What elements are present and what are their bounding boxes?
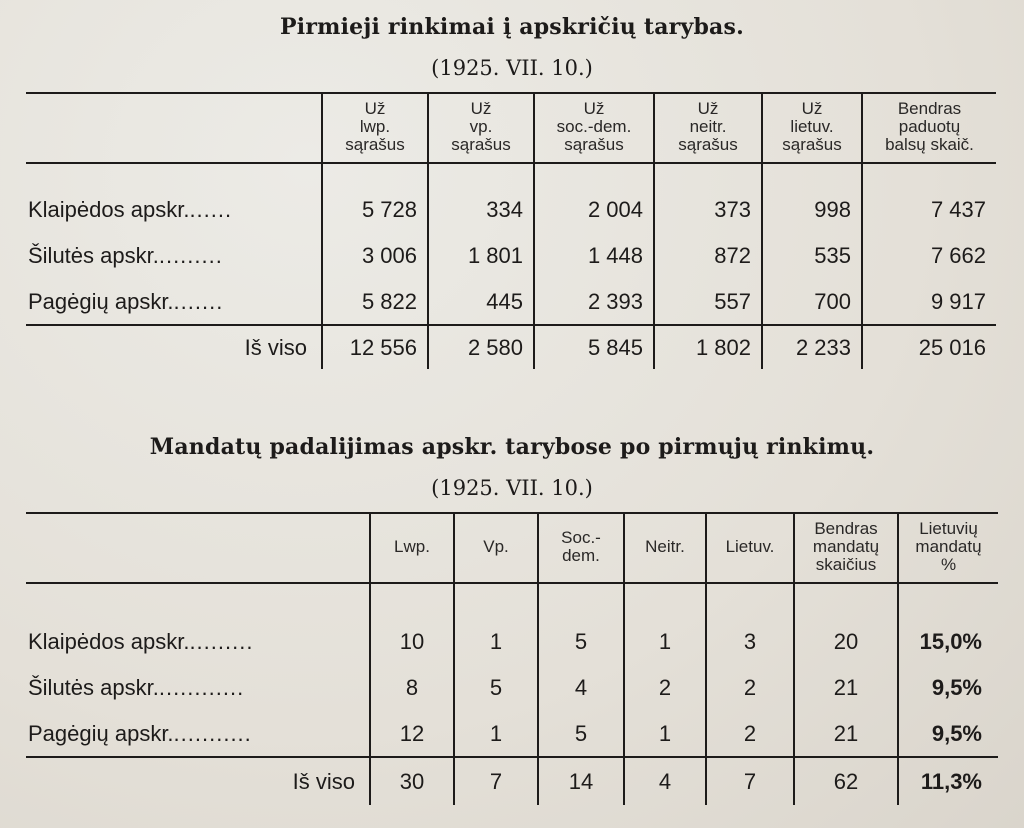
cell: 2 580: [428, 325, 534, 369]
cell: 5: [454, 665, 538, 711]
cell: 7: [454, 757, 538, 805]
table-row: [26, 665, 998, 711]
cell: 9 917: [862, 279, 996, 325]
cell: 14: [538, 757, 624, 805]
cell: 5: [538, 711, 624, 757]
cell: 1 802: [654, 325, 762, 369]
table2-total-row: [26, 757, 998, 805]
table-row: [26, 279, 996, 325]
cell: 7 437: [862, 187, 996, 233]
cell: 4: [624, 757, 706, 805]
row-label: Pagėgių apskr........: [28, 288, 224, 314]
cell: 12: [370, 711, 454, 757]
table1-total-row: [26, 325, 996, 369]
cell: 11,3%: [898, 757, 998, 805]
table2-col-vp: Vp.: [454, 513, 538, 583]
table2-col-lwp: Lwp.: [370, 513, 454, 583]
cell: 2: [706, 711, 794, 757]
cell: 373: [654, 187, 762, 233]
table1-header-blank: [26, 93, 322, 163]
table2-col-lietuv: Lietuv.: [706, 513, 794, 583]
cell: 7: [706, 757, 794, 805]
table-row: [26, 711, 998, 757]
cell: 872: [654, 233, 762, 279]
cell: 557: [654, 279, 762, 325]
table-row: [26, 187, 996, 233]
cell: 998: [762, 187, 862, 233]
row-label: Šilutės apskr.............: [28, 675, 245, 700]
cell: 8: [370, 665, 454, 711]
cell: 5 845: [534, 325, 654, 369]
table-row: [26, 619, 998, 665]
table1-col-vp: Už vp. sąrašus: [428, 93, 534, 163]
table-row: [26, 233, 996, 279]
cell: 3: [706, 619, 794, 665]
cell: 30: [370, 757, 454, 805]
table1-header-row: [26, 93, 996, 163]
table1-col-socdem: Už soc.-dem. sąrašus: [534, 93, 654, 163]
row-label: Klaipėdos apskr..........: [28, 629, 254, 654]
cell: 5 822: [322, 279, 428, 325]
cell: 2: [706, 665, 794, 711]
table1-title: Pirmieji rinkimai į apskričių tarybas.: [280, 14, 744, 40]
cell: 25 016: [862, 325, 996, 369]
cell: 1 448: [534, 233, 654, 279]
table2-col-neitr: Neitr.: [624, 513, 706, 583]
cell: 20: [794, 619, 898, 665]
cell: 700: [762, 279, 862, 325]
cell: 2 393: [534, 279, 654, 325]
table1-col-lwp: Už lwp. sąrašus: [322, 93, 428, 163]
cell: 4: [538, 665, 624, 711]
cell: 7 662: [862, 233, 996, 279]
cell: 15,0%: [898, 619, 998, 665]
table1-spacer-row: [26, 163, 996, 187]
cell: 9,5%: [898, 665, 998, 711]
cell: 10: [370, 619, 454, 665]
cell: 535: [762, 233, 862, 279]
cell: 1: [624, 619, 706, 665]
cell: 1: [624, 711, 706, 757]
cell: 334: [428, 187, 534, 233]
table2-date: (1925. VII. 10.): [431, 476, 593, 500]
cell: 9,5%: [898, 711, 998, 757]
table2-col-total-mandates: Bendras mandatų skaičius: [794, 513, 898, 583]
table2-header-row: [26, 513, 998, 583]
cell: 1: [454, 619, 538, 665]
cell: 2 004: [534, 187, 654, 233]
total-label: Iš viso: [292, 768, 355, 794]
table1-col-total-votes: Bendras paduotų balsų skaič.: [862, 93, 996, 163]
table2-spacer-row: [26, 583, 998, 619]
cell: 1 801: [428, 233, 534, 279]
cell: 445: [428, 279, 534, 325]
table2-header-blank: [26, 513, 370, 583]
cell: 3 006: [322, 233, 428, 279]
table1: [26, 92, 996, 369]
cell: 2: [624, 665, 706, 711]
table2-col-lithuanian-pct: Lietuvių mandatų %: [898, 513, 998, 583]
table2: [26, 512, 998, 805]
row-label: Klaipėdos apskr.......: [28, 197, 233, 222]
cell: 21: [794, 665, 898, 711]
cell: 2 233: [762, 325, 862, 369]
total-label: Iš viso: [244, 334, 307, 360]
table1-col-neitr: Už neitr. sąrašus: [654, 93, 762, 163]
row-label: Šilutės apskr..........: [28, 243, 223, 268]
table1-col-lietuv: Už lietuv. sąrašus: [762, 93, 862, 163]
table1-date: (1925. VII. 10.): [431, 56, 593, 80]
row-label: Pagėgių apskr............: [28, 720, 252, 746]
cell: 1: [454, 711, 538, 757]
cell: 5 728: [322, 187, 428, 233]
cell: 5: [538, 619, 624, 665]
cell: 12 556: [322, 325, 428, 369]
table2-title: Mandatų padalijimas apskr. tarybose po pirmųjų rinkimų.: [149, 434, 875, 460]
cell: 21: [794, 711, 898, 757]
cell: 62: [794, 757, 898, 805]
table2-col-socdem: Soc.- dem.: [538, 513, 624, 583]
